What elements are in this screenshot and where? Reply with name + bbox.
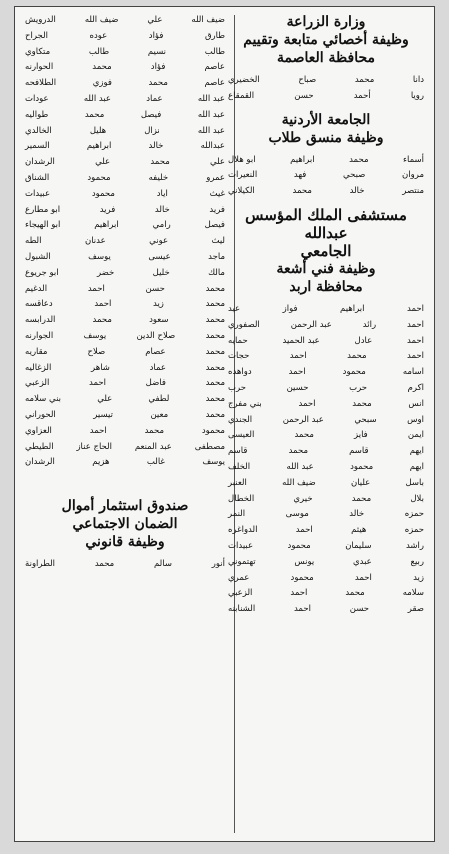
- name-part: احمد: [290, 588, 308, 599]
- section-heading: صندوق استثمار أموال: [61, 498, 189, 515]
- name-part: شاهر: [91, 362, 110, 373]
- section-heading: الضمان الاجتماعي: [72, 516, 178, 533]
- name-part: محمد: [205, 394, 225, 405]
- name-row: [226, 460, 426, 476]
- name-row: [23, 234, 227, 250]
- name-part: فيصل: [204, 220, 225, 231]
- name-row: [23, 282, 227, 298]
- name-part: أحمد: [353, 90, 371, 101]
- name-part: الحاج عناز: [76, 441, 112, 452]
- name-part: علي: [147, 15, 163, 25]
- name-part: طواليه: [25, 109, 49, 120]
- name-part: القمقاع: [228, 90, 255, 101]
- name-part: حسين: [286, 382, 309, 393]
- name-part: محمود: [87, 172, 111, 183]
- name-part: الشبول: [25, 251, 51, 262]
- name-part: الشنابنه: [228, 604, 256, 615]
- name-part: بلال: [410, 493, 424, 504]
- name-part: محمود: [350, 461, 374, 472]
- name-part: دعاقسه: [25, 299, 53, 310]
- name-part: ابو جريوع: [25, 267, 59, 278]
- name-part: سبحي: [354, 414, 377, 425]
- name-part: ليث: [211, 236, 225, 247]
- name-part: محمد: [354, 75, 375, 85]
- section-heading: مستشفى الملك المؤسس عبدالله: [245, 205, 407, 242]
- name-part: محمد: [94, 559, 115, 570]
- name-part: عبد الرحمن: [282, 414, 324, 425]
- name-part: فهد: [293, 170, 307, 181]
- name-row: [23, 424, 227, 440]
- name-row: [226, 539, 426, 555]
- name-row: [226, 476, 426, 492]
- name-part: الدغيم: [25, 283, 48, 294]
- name-part: محمد: [294, 430, 314, 441]
- name-part: احمد: [407, 303, 424, 314]
- name-part: محمد: [205, 283, 225, 294]
- name-part: عادل: [354, 335, 373, 346]
- name-part: الخضيري: [228, 75, 260, 85]
- name-part: ابو مطارع: [25, 204, 61, 215]
- name-part: محمود: [201, 425, 225, 436]
- left-column: [23, 13, 227, 573]
- name-part: مالك: [208, 267, 225, 278]
- name-part: حرب: [228, 382, 246, 393]
- name-part: خضر: [96, 267, 115, 278]
- name-part: الجوارنه: [25, 330, 54, 341]
- name-part: الدواغره: [228, 525, 258, 536]
- name-part: الخلف: [228, 461, 251, 472]
- name-part: احمد: [87, 283, 105, 294]
- name-part: تهتموني: [228, 556, 256, 567]
- name-part: فريد: [99, 204, 116, 215]
- name-part: ضيف الله: [191, 15, 225, 25]
- name-part: الزعبي: [228, 588, 253, 599]
- name-part: خالد: [349, 186, 365, 197]
- name-part: نزال: [144, 125, 160, 136]
- name-part: عصام: [145, 346, 166, 357]
- name-row: [226, 428, 426, 444]
- name-row: [226, 184, 426, 200]
- name-part: عماد: [146, 93, 163, 104]
- name-part: صبحي: [343, 170, 366, 181]
- name-part: فريد: [209, 204, 225, 215]
- name-part: الطراونة: [25, 559, 56, 570]
- name-part: محمد: [205, 362, 225, 373]
- name-part: عبد الله: [197, 93, 225, 104]
- name-part: رائد: [362, 319, 377, 330]
- name-row: [23, 250, 227, 266]
- name-part: عبد الرحمن: [290, 319, 332, 330]
- name-part: احمد: [288, 367, 306, 378]
- name-row: [23, 13, 227, 29]
- name-part: اوس: [407, 414, 424, 425]
- name-part: علي: [95, 157, 111, 168]
- name-part: عبدالله: [200, 141, 225, 152]
- name-row: [226, 397, 426, 413]
- name-row: [23, 297, 227, 313]
- name-part: ابراهيم: [290, 154, 315, 165]
- name-part: خليل: [152, 267, 170, 278]
- name-row: [226, 492, 426, 508]
- name-part: محمد: [144, 425, 165, 436]
- name-part: عيسى: [148, 251, 171, 262]
- name-part: الخالدي: [25, 125, 52, 136]
- name-part: ابراهيم: [86, 141, 112, 152]
- name-row: [23, 92, 227, 108]
- name-part: الزعبي: [25, 378, 50, 389]
- name-part: محمد: [205, 378, 225, 389]
- name-part: الزغاليه: [25, 362, 52, 373]
- name-part: ماجد: [208, 251, 225, 262]
- name-part: الطه: [25, 236, 42, 247]
- name-row: [226, 555, 426, 571]
- name-part: ايهم: [409, 461, 424, 472]
- name-row: [226, 365, 426, 381]
- name-row: [23, 408, 227, 424]
- name-part: عدنان: [84, 236, 106, 247]
- name-part: حجات: [228, 351, 250, 362]
- name-part: احمد: [407, 319, 424, 330]
- name-part: الشناق: [25, 172, 50, 183]
- name-part: عمري: [228, 572, 250, 583]
- name-part: ضيف الله: [84, 15, 119, 25]
- name-row: [23, 155, 227, 171]
- name-part: صباح: [298, 75, 317, 85]
- name-part: تيسير: [93, 409, 113, 420]
- name-part: خالد: [349, 509, 365, 520]
- name-row: [23, 455, 227, 471]
- name-part: صلاح الدين: [136, 330, 176, 341]
- section-heading: محافظة العاصمة: [276, 50, 376, 66]
- name-part: نسيم: [147, 46, 167, 57]
- name-part: عبد الله: [83, 93, 111, 104]
- name-part: دواهده: [228, 367, 252, 378]
- name-part: انس: [408, 398, 424, 409]
- name-part: فيصل: [140, 109, 162, 120]
- name-part: زيد: [413, 572, 424, 583]
- name-row: [226, 334, 426, 350]
- page-frame: [14, 6, 435, 842]
- name-part: معين: [150, 409, 169, 420]
- name-row: [23, 124, 227, 140]
- name-part: محمد: [92, 315, 112, 326]
- name-row: [226, 349, 426, 365]
- name-part: احمد: [407, 335, 424, 346]
- name-part: يوسف: [202, 457, 225, 468]
- name-part: الرشدان: [25, 157, 55, 168]
- name-row: [23, 329, 227, 345]
- name-part: اياد: [156, 188, 168, 199]
- name-row: [226, 302, 426, 318]
- name-part: الحوراني: [25, 409, 56, 420]
- name-part: عودات: [25, 93, 49, 104]
- section-heading: الجامعي: [300, 241, 352, 260]
- name-part: الطيطي: [25, 441, 54, 452]
- name-row: [226, 523, 426, 539]
- name-row: [23, 45, 227, 61]
- name-part: أسماء: [403, 154, 424, 165]
- name-part: خالد: [154, 204, 170, 215]
- name-part: رامي: [152, 220, 171, 231]
- name-part: احمد: [94, 299, 112, 310]
- name-part: ضيف الله: [282, 477, 316, 488]
- name-row: [226, 89, 426, 105]
- name-part: فاضل: [145, 378, 166, 389]
- name-part: احمد: [295, 525, 313, 536]
- name-part: صلاح: [87, 346, 106, 357]
- name-part: ابو هلال: [228, 154, 256, 165]
- name-part: عبد الحميد: [282, 335, 320, 346]
- name-row: [226, 586, 426, 602]
- name-part: احمد: [89, 378, 107, 389]
- name-part: محمد: [205, 299, 225, 310]
- name-part: ابراهيم: [340, 303, 365, 314]
- name-row: [23, 376, 227, 392]
- name-row: [226, 413, 426, 429]
- name-row: [23, 203, 227, 219]
- name-part: صقر: [407, 604, 424, 615]
- name-part: عبد الله: [286, 461, 314, 472]
- name-part: محمد: [292, 186, 312, 197]
- name-part: زيد: [152, 299, 164, 310]
- name-part: عبيدات: [25, 188, 51, 199]
- name-part: محمد: [288, 446, 308, 457]
- name-part: سالم: [154, 559, 172, 570]
- name-row: [23, 345, 227, 361]
- name-part: رويا: [410, 90, 424, 101]
- name-part: سلامه: [402, 588, 424, 599]
- name-part: محمد: [352, 398, 372, 409]
- name-part: احمد: [289, 351, 307, 362]
- name-part: عبد الله: [197, 125, 225, 136]
- section-heading: محافظة اربد: [289, 278, 363, 295]
- name-part: الرشدان: [25, 457, 55, 468]
- name-part: فايز: [354, 430, 368, 441]
- name-row: [23, 313, 227, 329]
- footer-section: [23, 497, 227, 573]
- name-part: بني سلامه: [25, 394, 62, 405]
- name-part: هزيم: [92, 457, 110, 468]
- name-part: غالب: [146, 457, 165, 468]
- name-part: فؤاد: [148, 30, 164, 41]
- name-part: مقاريه: [25, 346, 48, 357]
- name-part: احمد: [293, 604, 311, 615]
- name-part: النمر: [228, 509, 246, 520]
- name-part: محمد: [347, 351, 367, 362]
- name-part: طالب: [88, 46, 110, 57]
- name-part: محمد: [351, 493, 372, 504]
- name-row: [23, 139, 227, 155]
- name-part: عليان: [350, 477, 371, 488]
- name-part: أنور: [211, 559, 225, 570]
- name-part: عيد: [228, 303, 241, 314]
- name-part: يونس: [294, 556, 315, 567]
- name-part: خالد: [148, 141, 164, 152]
- name-part: العيسى: [228, 430, 255, 441]
- right-column: [226, 13, 426, 618]
- name-part: محمود: [91, 188, 115, 199]
- name-row: [23, 557, 227, 573]
- name-part: لطفي: [148, 394, 170, 405]
- name-part: حرب: [349, 382, 368, 393]
- name-part: علي: [97, 394, 113, 405]
- name-part: محمد: [92, 62, 112, 73]
- name-row: [226, 153, 426, 169]
- name-part: محمد: [205, 346, 225, 357]
- name-part: الصفوري: [228, 319, 260, 330]
- name-part: حمزه: [404, 525, 424, 536]
- name-row: [226, 73, 426, 89]
- name-part: سعود: [149, 315, 169, 326]
- name-part: مروان: [402, 170, 424, 181]
- name-row: [226, 381, 426, 397]
- name-part: عبدي: [352, 556, 372, 567]
- name-part: منتصر: [402, 186, 424, 197]
- name-part: طالب: [204, 46, 225, 57]
- name-part: الدرابسه: [25, 315, 56, 326]
- name-part: طارق: [204, 30, 225, 41]
- name-part: هيثم: [351, 525, 367, 536]
- name-part: محمد: [349, 154, 369, 165]
- name-part: ايهم: [409, 446, 424, 457]
- name-part: الطلافحه: [25, 78, 57, 89]
- name-part: خيري: [293, 493, 313, 504]
- name-part: محمود: [287, 540, 311, 551]
- name-row: [226, 571, 426, 587]
- name-part: محمد: [150, 157, 170, 168]
- name-part: بني مفرج: [228, 398, 262, 409]
- name-part: الجندي: [228, 414, 253, 425]
- name-part: عبيدات: [228, 540, 254, 551]
- name-part: دانا: [412, 75, 424, 85]
- name-part: حسن: [349, 604, 370, 615]
- name-part: حمزه: [404, 509, 424, 520]
- name-part: راشد: [405, 540, 424, 551]
- name-row: [23, 60, 227, 76]
- name-part: محمد: [205, 330, 225, 341]
- name-part: عبد المنعم: [134, 441, 172, 452]
- name-part: اسامه: [402, 367, 424, 378]
- name-row: [23, 266, 227, 282]
- name-part: محمد: [345, 588, 365, 599]
- name-part: حسن: [145, 283, 165, 294]
- name-part: عوده: [89, 30, 108, 41]
- name-row: [226, 602, 426, 618]
- name-part: يوسف: [83, 330, 107, 341]
- name-part: احمد: [298, 398, 316, 409]
- name-part: عوني: [149, 236, 169, 247]
- name-part: احمد: [407, 351, 424, 362]
- name-part: باسل: [405, 477, 424, 488]
- name-part: علي: [210, 157, 225, 168]
- name-part: سليمان: [345, 540, 372, 551]
- section-heading: وظيفة قانوني: [85, 534, 165, 551]
- name-part: الخطال: [228, 493, 255, 504]
- name-part: هليل: [89, 125, 107, 136]
- name-part: متكاوي: [25, 46, 51, 57]
- name-part: فؤاد: [150, 62, 166, 73]
- name-row: [23, 171, 227, 187]
- name-part: ابراهيم: [94, 220, 119, 231]
- name-part: عماد: [149, 362, 166, 373]
- name-part: عاصم: [204, 78, 225, 89]
- name-row: [23, 29, 227, 45]
- name-part: الحوارنه: [25, 62, 54, 73]
- name-part: قاسم: [228, 446, 248, 457]
- name-part: الكيلاني: [228, 186, 255, 197]
- name-part: عمرو: [206, 172, 225, 183]
- name-row: [23, 440, 227, 456]
- name-row: [226, 507, 426, 523]
- name-part: السمير: [25, 141, 50, 152]
- name-part: النعيرات: [228, 170, 258, 181]
- section-heading: وظيفة منسق طلاب: [268, 129, 384, 146]
- name-row: [23, 187, 227, 203]
- name-part: محمد: [205, 315, 225, 326]
- name-part: حسن: [294, 90, 314, 101]
- section-heading: الجامعة الأردنية: [281, 111, 371, 128]
- name-part: حمايه: [228, 335, 248, 346]
- name-row: [23, 76, 227, 92]
- name-row: [23, 392, 227, 408]
- name-part: مصطفى: [194, 441, 225, 452]
- name-part: العزاوي: [25, 425, 52, 436]
- name-part: ابو الهيجاء: [25, 220, 61, 231]
- name-part: احمد: [89, 425, 107, 436]
- name-part: محمد: [84, 109, 105, 120]
- name-part: غيث: [209, 188, 225, 199]
- name-part: محمود: [290, 572, 314, 583]
- name-part: ايمن: [407, 430, 424, 441]
- name-part: خليفه: [148, 172, 169, 183]
- name-part: يوسف: [88, 251, 111, 262]
- name-row: [226, 444, 426, 460]
- name-part: اكرم: [407, 382, 424, 393]
- name-part: العنبر: [228, 477, 247, 488]
- name-part: قاسم: [349, 446, 369, 457]
- name-part: احمد: [354, 572, 372, 583]
- name-row: [226, 318, 426, 334]
- section-heading: وظيفة أخصائي متابعة وتقييم: [243, 32, 409, 48]
- name-part: محمد: [148, 78, 168, 89]
- name-part: ربيع: [410, 556, 424, 567]
- name-part: محمود: [342, 367, 366, 378]
- name-part: الدرويش: [25, 15, 56, 25]
- name-row: [23, 108, 227, 124]
- name-row: [23, 218, 227, 234]
- name-row: [226, 168, 426, 184]
- name-row: [23, 361, 227, 377]
- name-part: محمد: [205, 409, 225, 420]
- name-part: عاصم: [204, 62, 225, 73]
- section-heading: وظيفة فني أشعة: [276, 260, 376, 277]
- name-part: عبد الله: [197, 109, 225, 120]
- name-part: موسى: [285, 509, 309, 520]
- section-heading: وزارة الزراعة: [286, 14, 366, 30]
- name-part: فواز: [282, 303, 298, 314]
- name-part: فوزي: [92, 78, 112, 89]
- name-part: الجراح: [25, 30, 48, 41]
